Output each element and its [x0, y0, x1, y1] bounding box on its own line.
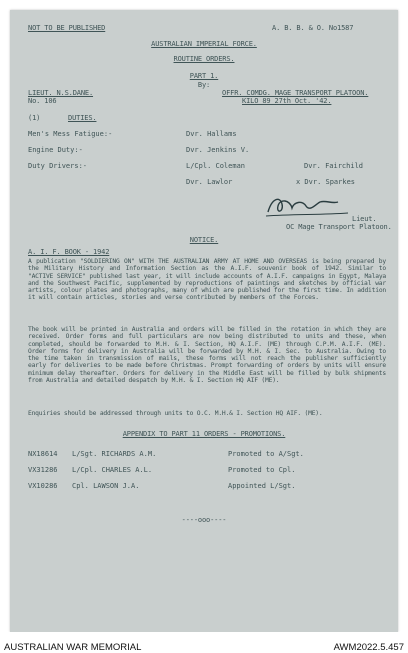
soldier-name: L/Cpl. CHARLES A.L. [72, 466, 153, 474]
notice-paragraph: The book will be printed in Australia and orders will be filled in the rotation in which they are received. Order forms and full particulars are now being distributed to units and these, when completed, should be forwarded to M.H. & I. Section, HQ A.I.F. (ME) through C.P.M. A.I.F. (ME). Order forms for delivery in Australia will be forwarded by M.H. & I. Sec. to Australia. Owing to the time taken in transmission of mails, these forms will not reach the publisher sufficiently early for deliveries to be made before Christmas. Prompt forwarding of orders by units will ensure minimum delay thereafter. Orders for delivery in the Middle East will be filled by bulk shipments from Australia and detailed despatch by M.H. & I. Section HQ AIF (ME). [28, 326, 386, 385]
promotion-action: Appointed L/Sgt. [228, 482, 296, 490]
orders-number: No. 106 [28, 97, 57, 105]
duties-number: (1) [28, 114, 41, 122]
duty-label: Men's Mess Fatigue:- [28, 130, 113, 138]
promotion-action: Promoted to Cpl. [228, 466, 296, 474]
duty-assignee: Dvr. Lawlor [186, 178, 233, 186]
document-reference: A. B. B. & O. No1587 [272, 24, 354, 32]
appendix-heading: APPENDIX TO PART 11 ORDERS - PROMOTIONS. [122, 430, 286, 438]
signature-rank: Lieut. [352, 215, 377, 223]
officer-title: OFFR. COMDG. MAGE TRANSPORT PLATOON. [222, 89, 369, 97]
notice-paragraph: A publication "SOLDIERING ON" WITH THE AUSTRALIAN ARMY AT HOME AND OVERSEAS is being prepared by the Military History and Information Section as the A.I.F. souvenir book of 1942. Similar to "ACTIVE SERVICE" published last year, it will include accounts of A.I.F. campaigns in Egypt, Malaya and the Southwest Pacific, supplemented by reproductions of paintings and sketches by official war artists, colour plates and photographs, many of which are published for the first time. In addition it will contain articles, stories and verse contributed by members of the Forces. [28, 258, 386, 302]
archive-footer [0, 632, 408, 653]
signature-unit: OC Mage Transport Platoon. [286, 223, 392, 231]
notice-heading: NOTICE. [189, 236, 219, 244]
notice-subheading: A. I. F. BOOK - 1942 [28, 248, 110, 256]
not-published-note: NOT TO BE PUBLISHED [28, 24, 106, 32]
service-number: VX31286 [28, 466, 58, 474]
signature-scribble [262, 190, 352, 220]
archive-source: AUSTRALIAN WAR MEMORIAL [4, 642, 142, 653]
duty-assignee-second: x Dvr. Sparkes [296, 178, 356, 186]
archive-id: AWM2022.5.457 [333, 642, 404, 653]
duty-assignee: Dvr. Hallams [186, 130, 237, 138]
duties-heading: DUTIES. [68, 114, 97, 122]
duty-label: Engine Duty:- [28, 146, 83, 154]
soldier-name: L/Sgt. RICHARDS A.M. [72, 450, 157, 458]
part-heading: PART 1. [189, 72, 219, 80]
by-label: By: [197, 81, 211, 89]
promotion-action: Promoted to A/Sgt. [228, 450, 304, 458]
location-date: KILO 89 27th Oct. '42. [242, 97, 332, 105]
duty-assignee: L/Cpl. Coleman [186, 162, 246, 170]
notice-paragraph: Enquiries should be addressed through units to O.C. M.H.& I. Section HQ AIF. (ME). [28, 410, 323, 417]
soldier-name: Cpl. LAWSON J.A. [72, 482, 140, 490]
duty-assignee-second: Dvr. Fairchild [304, 162, 364, 170]
document-page [10, 10, 398, 632]
duty-assignee: Dvr. Jenkins V. [186, 146, 250, 154]
force-heading: AUSTRALIAN IMPERIAL FORCE. [151, 40, 257, 48]
duty-label: Duty Drivers:- [28, 162, 88, 170]
officer-name: LIEUT. N.S.DANE. [28, 89, 94, 97]
end-mark: ----ooo---- [181, 516, 227, 524]
service-number: NX18614 [28, 450, 58, 458]
service-number: VX10286 [28, 482, 58, 490]
orders-title: ROUTINE ORDERS. [173, 55, 235, 63]
